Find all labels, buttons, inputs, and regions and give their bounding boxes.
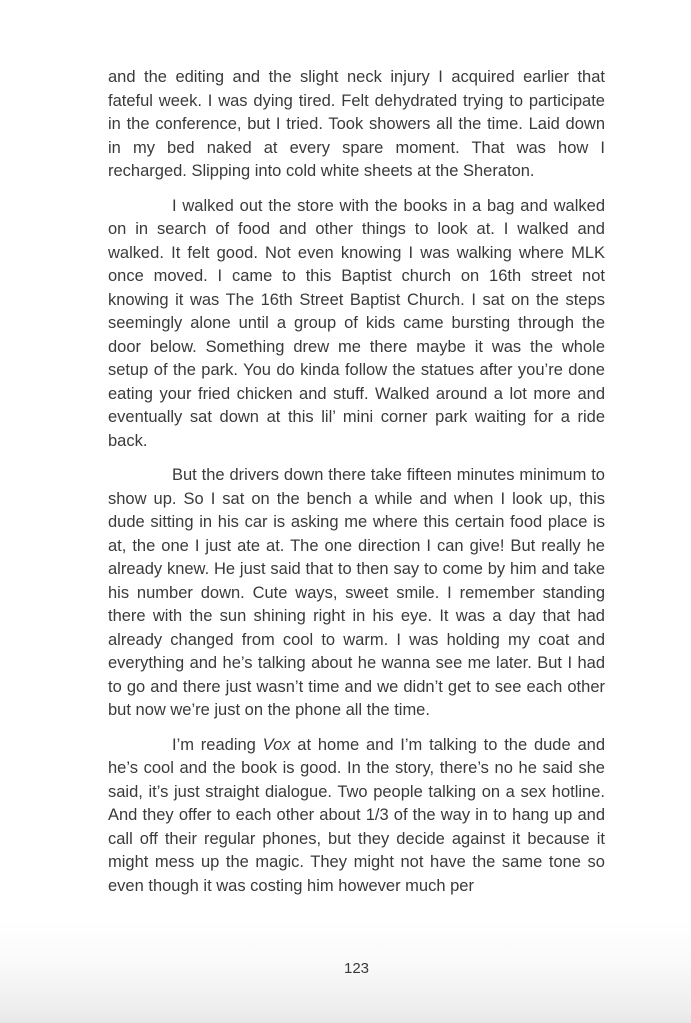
paragraph-text: I walked out the store with the books in a bag and walked on in search of food and other things to look at. I walked and walked. It felt good. Not even knowing I was walking where MLK once moved. I came to this Baptist church on 16th street not knowing it was The 16th Street Baptist Church. I sat on the steps seemingly alone until a group of kids came bursting through the door below. Something drew me there maybe it was the whole setup of the park. You do kinda follow the statues after you’re done eating your fried chicken and stuff. Walked around a lot more and eventually sat down at this lil’ mini corner park waiting for a ride back.: [108, 196, 605, 450]
text-block: [108, 66, 605, 909]
paragraph-text: But the drivers down there take fifteen minutes minimum to show up. So I sat on the bench a while and when I look up, this dude sitting in his car is asking me where this certain food place is at, the one I just ate at. The one direction I can give! But really he already knew. He just said that to then say to come by him and take his number down. Cute ways, sweet smile. I remember standing there with the sun shining right in his eye. It was a day that had already changed from cool to warm. I was holding my coat and everything and he’s talking about he wanna see me later. But I had to go and there just wasn’t time and we didn’t get to see each other but now we’re just on the phone all the time.: [108, 466, 605, 719]
paragraph: [108, 734, 605, 899]
paragraph-text: at home and I’m talking to the dude and he’s cool and the book is good. In the story, there’s no he said she said, it’s just straight dialogue. Two people talking on a sex hotline. And they offer to each other about 1/3 of the way in to hang up and call off their regular phones, but they decide against it because it might mess up the magic. They might not have the same tone so even though it was costing him however much per: [108, 735, 605, 895]
paragraph: [108, 195, 605, 454]
book-title-italic: Vox: [262, 735, 291, 754]
paragraph-text: I’m reading: [172, 735, 263, 754]
page-number: 123: [343, 960, 370, 977]
paragraph: [108, 66, 605, 184]
paragraph: [108, 464, 605, 723]
paragraph-text: and the editing and the slight neck injury I acquired earlier that fateful week. I was dying tired. Felt dehydrated trying to participate in the conference, but I tried. Took showers all the time. Laid down in my bed naked at every spare moment. That was how I recharged. Slipping into cold white sheets at the Sheraton.: [108, 68, 605, 180]
